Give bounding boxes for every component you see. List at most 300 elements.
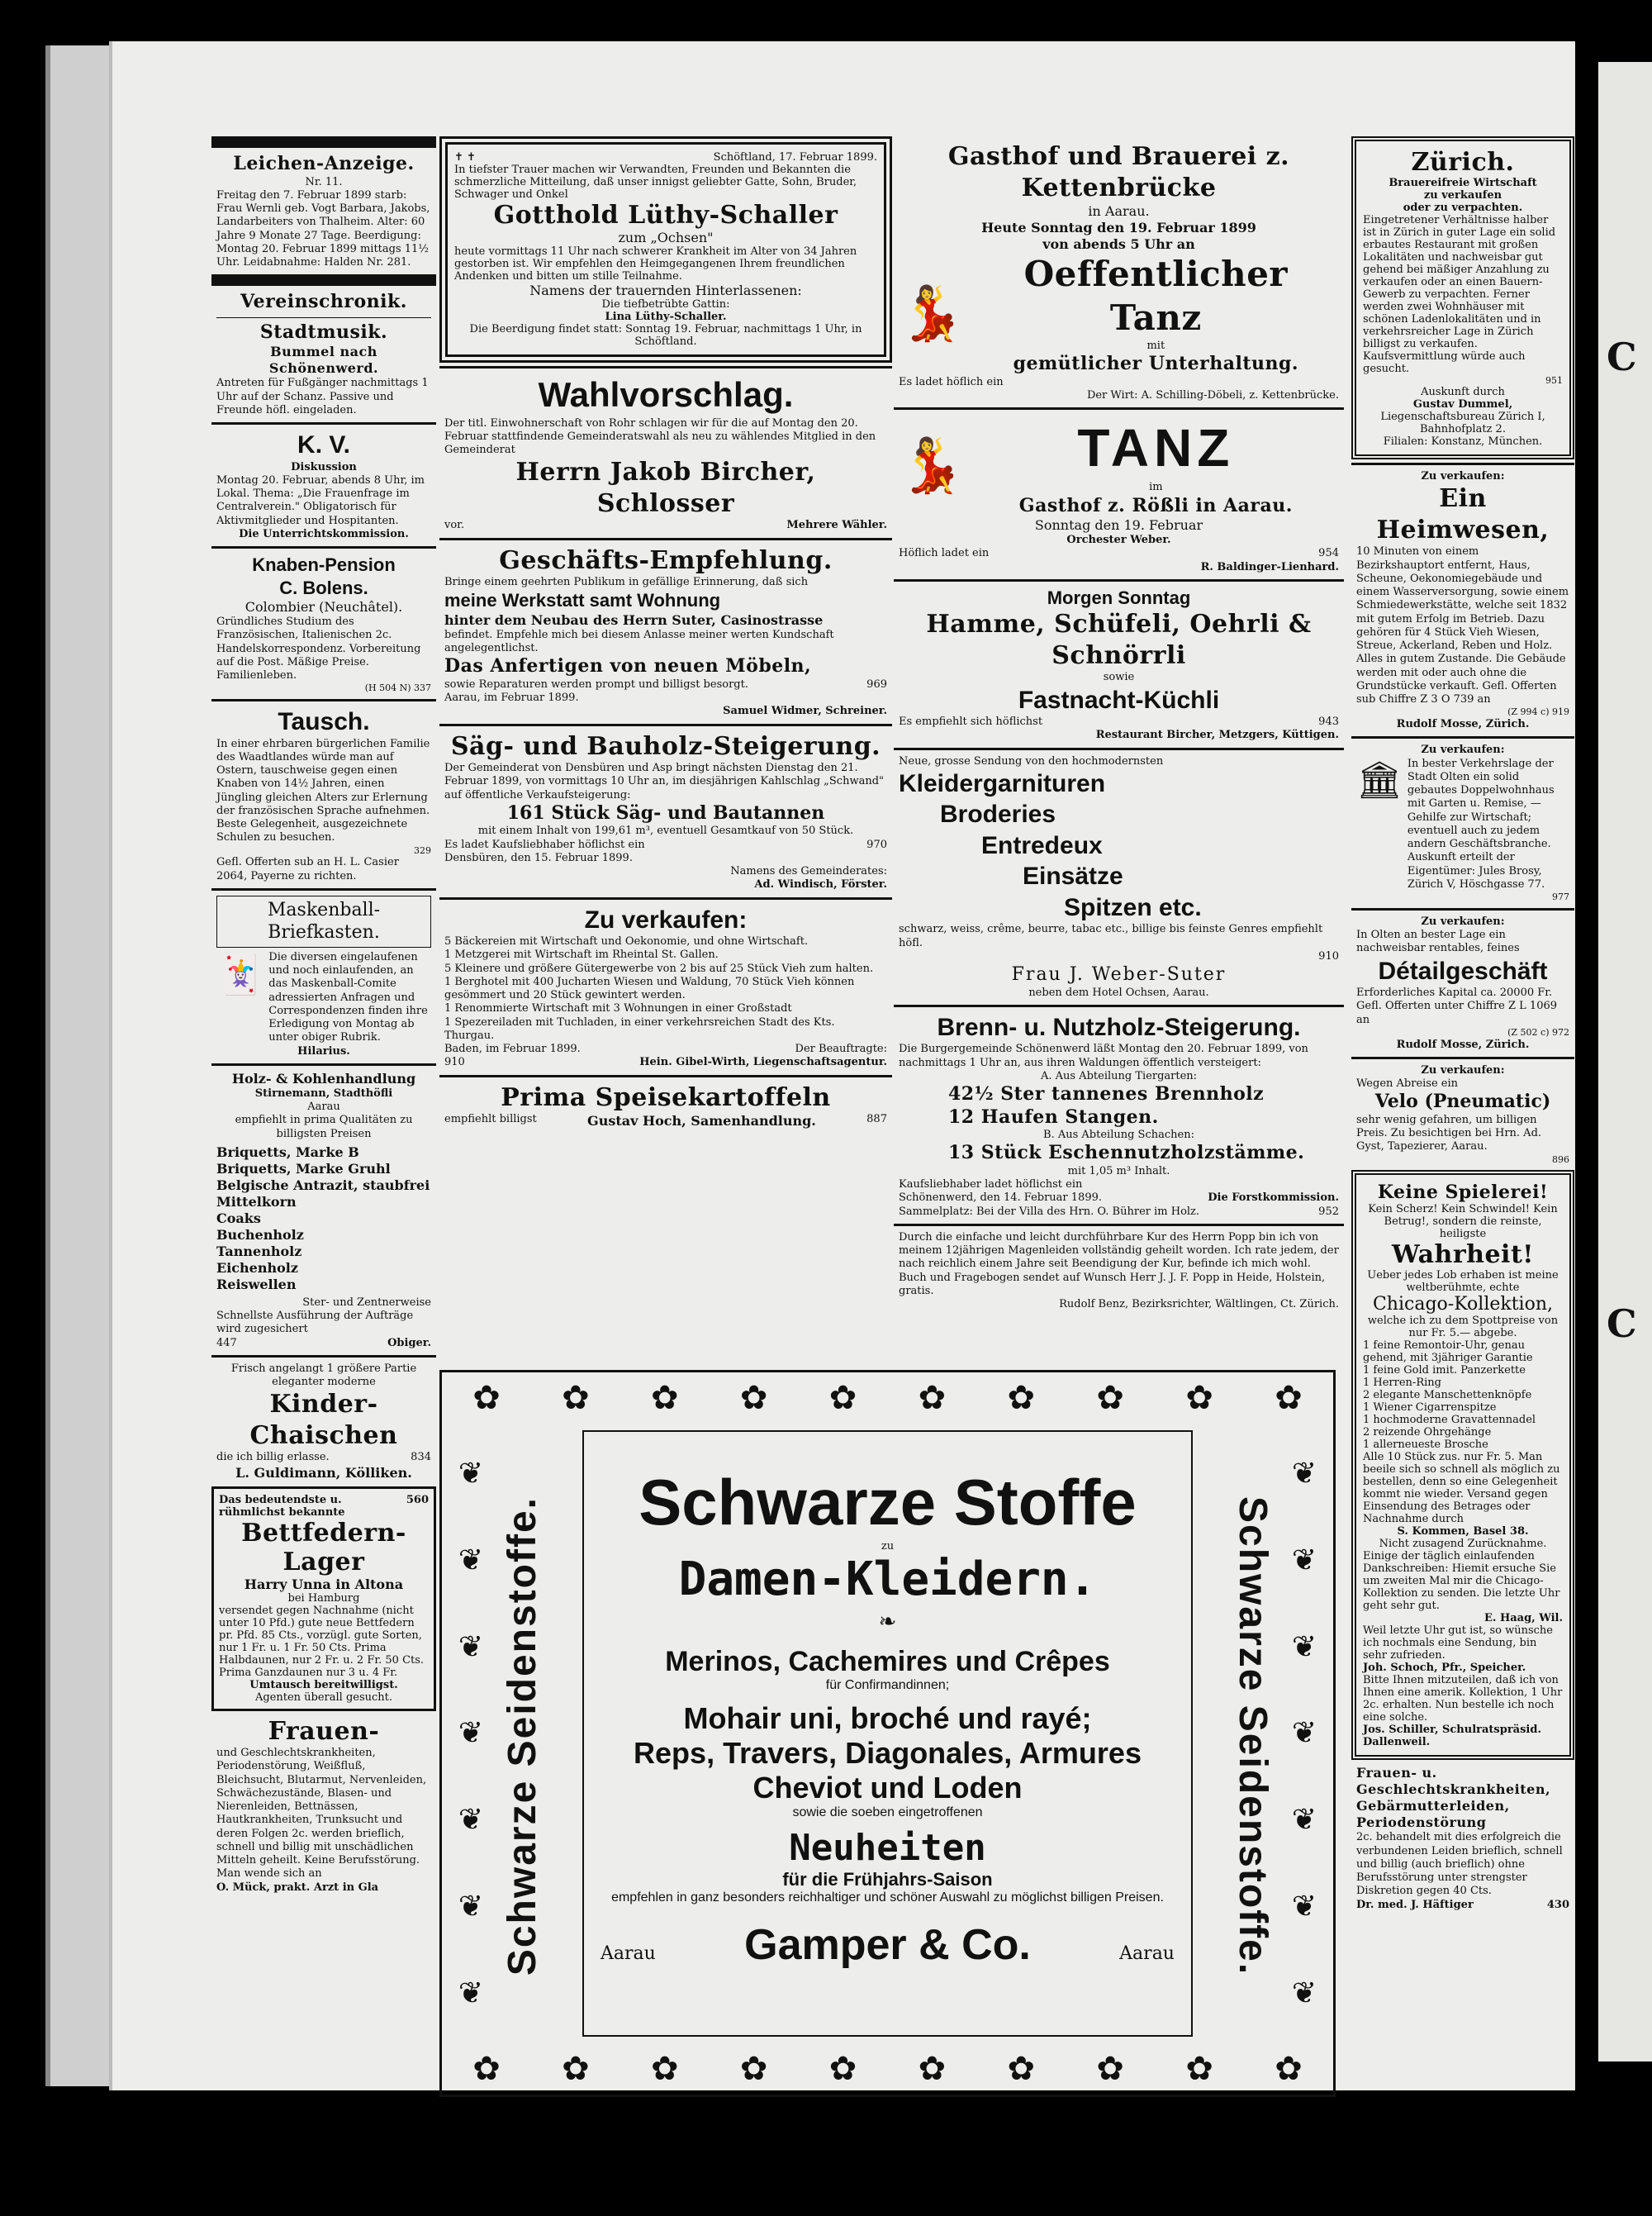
highlight: für die Frühjahrs-Saison: [782, 1869, 993, 1890]
section: A. Aus Abteilung Tiergarten:: [1040, 1069, 1198, 1082]
flower-icon: ✿: [918, 1379, 947, 1417]
ad-zuerich-wirtschaft: [1351, 136, 1574, 459]
flower-border-top: [442, 1372, 1333, 1424]
ref-number: 887: [866, 1113, 887, 1125]
event-title: Oeffentlicher Tanz: [1023, 254, 1289, 338]
flower-icon: ✿: [562, 1379, 590, 1417]
ad-geschaefts-empfehlung: [439, 540, 892, 724]
date: Schönenwerd, den 14. Februar 1899.: [899, 1191, 1102, 1205]
heading: Keine Spielerei!: [1377, 1182, 1549, 1204]
heading: Geschäfts-Empfehlung.: [499, 545, 833, 575]
heading: Prima Speisekartoffeln: [501, 1082, 831, 1112]
ad-frauen-col4: [1351, 1760, 1574, 1917]
ad-chicago-kollektion: [1351, 1170, 1574, 1760]
date: Aarau, im Februar 1899.: [444, 692, 579, 704]
list-item: Coaks: [216, 1210, 261, 1226]
flower-icon: ✿: [1096, 2050, 1124, 2088]
body-text: Antreten für Fußgänger nachmittags 1 Uhr auf der Schanz. Passive und Freunde höfl. eingeladen.: [216, 377, 429, 416]
heading: Morgen Sonntag: [1047, 587, 1191, 608]
ref-number: 970: [866, 838, 887, 851]
column-2: [439, 136, 892, 1134]
column-1: [211, 136, 436, 1900]
heading: K. V.: [297, 431, 350, 459]
intro: Frisch angelangt 1 größere Partie eleganter moderne: [230, 1362, 417, 1388]
body-text: die ich billig erlasse.: [216, 1451, 330, 1464]
scroll-ornament-icon: ❦: [1291, 1456, 1317, 1491]
body-text: empfehlen in ganz besonders reichhaltiger und schöner Auswahl zu möglichst billigen Preisen.: [611, 1890, 1164, 1905]
ref-code: (H 504 N) 337: [364, 682, 431, 694]
note: Nicht zusagend Zurücknahme.: [1379, 1538, 1547, 1551]
ref-number: 430: [1546, 1898, 1569, 1911]
product-line: Merinos, Cachemires und Crêpes: [665, 1646, 1110, 1677]
body-text: Es ladet Kaufsliebhaber höflichst ein: [444, 838, 645, 851]
signature: Rudolf Mosse, Zürich.: [1396, 718, 1530, 730]
ref-number: 329: [414, 844, 431, 856]
subheading: Zu verkaufen:: [1421, 744, 1505, 757]
on-behalf: Namens des Gemeinderates:: [730, 865, 887, 877]
body-text: sowie Reparaturen werden prompt und billigst besorgt.: [444, 678, 748, 691]
location: neben dem Hotel Ochsen, Aarau.: [1028, 986, 1209, 999]
place: bei Hamburg: [287, 1591, 360, 1605]
body-text: vor.: [444, 519, 465, 532]
meeting-point: Sammelplatz: Bei der Villa des Hrn. O. Bührer im Holz.: [899, 1205, 1200, 1218]
signature: Mehrere Wähler.: [786, 519, 887, 532]
signature: Dr. med. J. Häftiger: [1356, 1898, 1474, 1911]
event-subtitle: gemütlicher Unterhaltung.: [1013, 353, 1299, 375]
date: Baden, im Februar 1899.: [444, 1043, 581, 1055]
list-item: 1 allerneueste Brosche: [1363, 1438, 1488, 1452]
city: Aarau: [1119, 1943, 1175, 1964]
flower-border-bottom: [442, 2043, 1333, 2095]
ad-gasthof-kettenbruecke: [894, 136, 1344, 407]
list-item: 1 feine Remontoir-Uhr, genau gehend, mit 3jähriger Garantie: [1363, 1339, 1533, 1365]
body-text: In einer ehrbaren bürgerlichen Familie des Waadtlandes würde man auf Ostern, tauschweise gegen einen Knaben von 14½ Jahren, einen Jüngling gleichen Alters zur Erlernung der französischen Sprache aufnehmen. Beste Gelegenheit, ausgezeichnete Schulen zu besuchen.: [216, 737, 430, 844]
flower-icon: ✿: [1185, 2050, 1213, 2088]
menu: Hamme, Schüfeli, Oehrli & Schnörrli: [926, 610, 1312, 670]
list-item: 1 Herren-Ring: [1363, 1377, 1441, 1390]
adjacent-page-edge: [1598, 62, 1652, 2061]
flower-icon: ✿: [472, 1379, 501, 1417]
flower-icon: ✿: [1007, 2050, 1036, 2088]
ornament-right: [1275, 1430, 1333, 2037]
address: S. Kommen, Basel 38.: [1397, 1525, 1529, 1538]
body-text: sehr wenig gefahren, um billigen Preis. Zu besichtigen bei Hrn. Ad. Gyst, Tapezierer, Aarau.: [1356, 1113, 1542, 1153]
heading: Holz- & Kohlenhandlung: [231, 1070, 416, 1087]
body-text: Der titl. Einwohnerschaft von Rohr schlagen wir für die auf Montag den 20. Februar stattfindende Gemeinderatswahl als neu zu wählendes Mitglied in den Gemeinderat: [444, 416, 876, 456]
burial-info: Die Beerdigung findet statt: Sonntag 19. Februar, nachmittags 1 Uhr, in Schöftland.: [469, 323, 862, 348]
scroll-ornament-icon: ❦: [458, 1543, 484, 1577]
ad-bettfedern: [211, 1486, 436, 1711]
scroll-ornament-icon: ❦: [1291, 1543, 1317, 1577]
signature: Der Wirt: A. Schilling-Döbeli, z. Kettenbrücke.: [1086, 389, 1339, 402]
ad-zu-verkaufen-col2: [439, 900, 892, 1075]
flower-icon: ✿: [739, 1379, 768, 1417]
product-line: Reps, Travers, Diagonales, Armures: [634, 1736, 1142, 1770]
name: Harry Unna in Altona: [244, 1576, 404, 1592]
signature: Restaurant Bircher, Metzgers, Küttigen.: [1095, 729, 1339, 742]
list-item: 1 hochmoderne Gravattennadel: [1363, 1414, 1536, 1427]
ad-maskenball: [211, 891, 436, 1063]
signature: Gustav Hoch, Samenhandlung.: [587, 1113, 816, 1129]
testimonial-sign: E. Haag, Wil.: [1483, 1612, 1563, 1625]
list-item: Briquetts, Marke Gruhl: [216, 1160, 391, 1177]
scroll-ornament-icon: ❦: [458, 1629, 484, 1664]
body-text: mit einem Inhalt von 199,61 m³, eventuell Gesamtkauf von 50 Stück.: [477, 825, 854, 838]
body-text: In tiefster Trauer machen wir Verwandten, Freunden und Bekannten die schmerzliche Mitteilung, daß unser innigst geliebter Gatte, Sohn, Bruder, Schwager und Onkel: [454, 164, 857, 201]
highlight: 161 Stück Säg- und Bautannen: [506, 801, 825, 824]
flower-icon: ✿: [650, 2050, 679, 2088]
heading: Säg- und Bauholz-Steigerung.: [450, 731, 881, 761]
list-item: Eichenholz: [216, 1259, 298, 1276]
list-item: Belgische Antrazit, staubfrei: [216, 1177, 430, 1193]
invite: Es empfiehlt sich höflichst: [899, 716, 1043, 728]
product-line: Cheviot und Loden: [752, 1771, 1023, 1805]
list-item: Briquetts, Marke B: [216, 1144, 359, 1160]
list-item: Reiswellen: [216, 1276, 297, 1292]
ad-velo: [1351, 1059, 1574, 1171]
ad-kleidergarnituren: [894, 750, 1344, 1005]
ad-leichen: [211, 148, 436, 274]
date: Densbüren, den 15. Februar 1899.: [444, 851, 633, 864]
ref-number: 977: [1552, 892, 1569, 902]
list-item: 2 elegante Manschettenknöpfe: [1363, 1389, 1532, 1402]
body-text: Erforderliches Kapital ca. 20000 Fr. Gefl. Offerten unter Chiffre Z L 1069 an: [1356, 987, 1558, 1026]
highlight: Fastnacht-Küchli: [1018, 686, 1220, 714]
section: B. Aus Abteilung Schachen:: [1043, 1129, 1194, 1141]
body-text: 10 Minuten von einem Bezirkshauptort entfernt, Haus, Scheune, Oekonomiegebäude und einem Wasserversorgung, sowie einem Schmiedewerkstätte, welche seit 1832 mit gutem Erfolg im Betrieb. Dazu gehören für 4 Stück Vieh Wiesen, Streue, Ackerland, Reben und Holz. Alles in gutem Zustande. Die Gebäude werden mit oder auch ohne die Grundstücke verkauft. Gefl. Offerten sub Chiffre Z 3 O 739 an: [1356, 545, 1569, 706]
heading: Détailgeschäft: [1378, 957, 1548, 985]
flower-icon: ✿: [1275, 2050, 1303, 2088]
list-item: 1 Metzgerei mit Wirtschaft im Rheintal St. Gallen.: [444, 949, 719, 962]
ad-inner: [582, 1430, 1193, 2037]
flower-icon: ✿: [828, 1379, 857, 1417]
ref-code: (Z 502 c) 972: [1507, 1026, 1569, 1038]
body-text: 2c. behandelt mit dies erfolgreich die verbundenen Leiden brieflich, schnell und billig (auch brieflich) ohne Berufsstörung unter strengster Diskretion gegen 40 Cts.: [1356, 1831, 1563, 1898]
heading: Tausch.: [278, 708, 370, 735]
scroll-ornament-icon: ❦: [1291, 1629, 1317, 1664]
intro: Das bedeutendste u. rühmlichst bekannte: [219, 1493, 345, 1519]
subheading: Bummel nach Schönenwerd.: [268, 344, 379, 377]
on-behalf: Namens der trauernden Hinterlassenen:: [529, 283, 802, 298]
ref-number: 896: [1552, 1153, 1569, 1165]
body-text: Ueber jedes Lob erhaben ist meine weltberühmte, echte: [1367, 1269, 1559, 1295]
connector: im: [1149, 481, 1163, 494]
widow-label: Die tiefbetrübte Gattin:: [601, 298, 730, 311]
ad-gamper-schwarze-stoffe: [439, 1370, 1336, 2097]
orchestra: Orchester Weber.: [1066, 534, 1171, 546]
item: mit 1,05 m³ Inhalt.: [1067, 1164, 1170, 1177]
heading: Kinder-Chaischen: [249, 1390, 398, 1450]
date: Sonntag den 19. Februar: [1034, 517, 1203, 533]
item: 13 Stück Eschennutzholzstämme.: [948, 1142, 1305, 1164]
list-item: 1 Renommierte Wirtschaft mit 3 Wohnungen in einer Großstadt: [444, 1002, 792, 1015]
list-item: Mittelkorn: [216, 1193, 297, 1210]
body-text: Bringe einem geehrten Publikum in gefällige Erinnerung, daß sich: [444, 576, 809, 588]
list-item: 2 reizende Ohrgehänge: [1363, 1426, 1492, 1439]
body-text: befindet. Empfehle mich bei diesem Anlasse meiner werten Kundschaft angelegentlichst.: [444, 628, 834, 654]
signature: Rudolf Benz, Bezirksrichter, Wältlingen, Ct. Zürich.: [1059, 1298, 1339, 1310]
flower-icon: ✿: [650, 1379, 679, 1417]
testimonial: Weil letzte Uhr gut ist, so wünsche ich nochmals eine Sendung, bin sehr zufrieden.: [1363, 1624, 1553, 1662]
heading: Gasthof und Brauerei z. Kettenbrücke: [947, 142, 1290, 202]
adjacent-letter: C: [1607, 335, 1637, 379]
ad-popp: [894, 1226, 1344, 1317]
scroll-ornament-icon: ❦: [1291, 1716, 1317, 1751]
ad-saeg-steigerung: [439, 726, 892, 897]
dancers-icon: 💃: [899, 435, 965, 497]
signature: Frau J. Weber-Suter: [1011, 964, 1227, 985]
ref-number: 910: [1318, 949, 1339, 963]
testimonial: Bitte Ihnen mitzuteilen, daß ich von Ihnen eine amerik. Kollektion, 1 Uhr 2c. erhalten. Nun bestelle ich noch eine solche.: [1363, 1674, 1563, 1724]
place: Gasthof z. Rößli in Aarau.: [1018, 494, 1293, 516]
date: Heute Sonntag den 19. Februar 1899: [981, 220, 1256, 235]
ad-trauer: [439, 136, 892, 363]
body-text: Durch die einfache und leicht durchführbare Kur des Herrn Popp bin ich von meinem 12jährigen Magenleiden vollständig geheilt worden. Ich rate jedem, der nach reichlich einem Jahre seit Beendigung der Kur, befinde ich mich wohl. Buch und Fragebogen sendet auf Wunsch Herr J. J. F. Popp in Heide, Holstein, gratis.: [899, 1230, 1339, 1297]
signature: Obiger.: [387, 1336, 431, 1349]
number: Nr. 11.: [305, 175, 343, 188]
contact-label: Auskunft durch: [1421, 386, 1505, 398]
ad-fastnacht: [894, 582, 1344, 748]
connector: sowie: [1103, 671, 1135, 684]
event-title: TANZ: [1077, 418, 1235, 478]
ref-number: 943: [1318, 716, 1339, 728]
testimonial-sign: Jos. Schiller, Schulratspräsid. Dallenweil.: [1363, 1724, 1541, 1749]
signature: R. Baldinger-Lienhard.: [1200, 560, 1339, 573]
body-text: schwarz, weiss, crême, beurre, tabac etc., billige bis feinste Genres empfiehlt höfl.: [899, 923, 1323, 949]
heading: Leichen-Anzeige.: [233, 153, 415, 174]
scroll-ornament-icon: ❦: [458, 1716, 484, 1751]
ad-vereinschronik: [211, 286, 436, 422]
list-item: 1 Berghotel mit 400 Jucharten Wiesen und Waldung, 70 Stück Vieh können gesömmert und 20 Stück gewintert werden.: [444, 975, 855, 1001]
ad-detailgeschaeft: [1351, 911, 1574, 1057]
highlight: meine Werkstatt samt Wohnung: [444, 590, 721, 611]
ref-number: 951: [1545, 375, 1563, 386]
scroll-ornament-icon: ❦: [1291, 1890, 1317, 1924]
scroll-ornament-icon: ❦: [458, 1976, 484, 2010]
body-text: empfiehlt billigst: [444, 1113, 537, 1125]
product-line: Mohair uni, broché und rayé;: [683, 1701, 1092, 1735]
body-text: Kein Scherz! Kein Schwindel! Kein Betrug!, sondern die reinste, heiligste: [1368, 1203, 1558, 1241]
subheading: oder zu verpachten.: [1403, 202, 1523, 214]
heading: Wahlvorschlag.: [538, 375, 794, 414]
heading: Knaben-Pension: [252, 554, 396, 575]
footer: Umtausch bereitwilligst.: [249, 1678, 398, 1691]
ref-number: 954: [1318, 547, 1339, 560]
item: 12 Haufen Stangen.: [948, 1106, 1159, 1128]
list-item: Buchenholz: [216, 1226, 304, 1243]
flower-icon: ✿: [739, 2050, 768, 2088]
heading: Vereinschronik.: [240, 291, 407, 313]
product-line: für Confirmandinnen;: [825, 1678, 950, 1692]
place: Colombier (Neuchâtel).: [244, 599, 403, 615]
signature: Die Forstkommission.: [1208, 1191, 1339, 1205]
signature: Hilarius.: [297, 1044, 350, 1058]
ad-heimwesen: [1351, 465, 1574, 736]
ad-kv: [211, 425, 436, 546]
body-text: versendet gegen Nachnahme (nicht unter 10 Pfd.) gute neue Bettfedern pr. Pfd. 85 Cts., vorzügl. gute Sorten, nur 1 Fr. u. 1 Fr. 50 Cts. Prima Halbdaunen, nur 2 Fr. u. 2 Fr. 50 Cts. Prima Ganzdaunen nur 3 u. 4 Fr.: [219, 1604, 425, 1679]
flower-icon: ✿: [918, 2050, 947, 2088]
body-text: welche ich zu dem Spottpreise von nur Fr. 5.— abgebe.: [1367, 1315, 1559, 1340]
body-text: und Geschlechtskrankheiten, Periodenstörung, Weißfluß, Bleichsucht, Blutarmut, Nervenleiden, Schwächezustände, Blasen- und Nierenleiden, Bettnässen, Hautkrankheiten, Trunksucht und deren Folgen 2c. werden brieflich, schnell und billig mit unschädlichen Mitteln geheilt. Keine Berufsstörung. Man wende sich an: [216, 1747, 427, 1881]
flower-icon: ✿: [1275, 1379, 1303, 1417]
column-3: [894, 136, 1344, 1316]
offer-text: Gefl. Offerten sub an H. L. Casier 2064, Payerne zu richten.: [216, 856, 399, 882]
heading: Frauen- u. Geschlechtskrankheiten, Gebärmutterleiden, Periodenstörung: [1356, 1765, 1551, 1831]
body-text: In Olten an bester Lage ein nachweisbar rentables, feines: [1356, 929, 1520, 955]
heading: Ein Heimwesen,: [1376, 484, 1550, 544]
intro: Neue, grosse Sendung von den hochmodernsten: [899, 754, 1164, 768]
connector: zu: [881, 1540, 895, 1553]
ref-number: 834: [411, 1451, 431, 1464]
side-text-right: Schwarze Seidenstoffe.: [1231, 1496, 1275, 1976]
cross-icon: ✝ ✝: [454, 151, 476, 164]
body-text: Eingetretener Verhältnisse halber ist in Zürich in guter Lage ein solid erbautes Restaurant mit großen Lokalitäten und nachweisbar gut gehend bei mäßiger Anzahlung zu verkaufen oder an einen Bauern-Gewerb zu verpachten. Ferner werden zwei Wohnhäuser mit schönen Ladenlokalitäten und in verkehrsreicher Lage in Zürich billigst zu verkaufen. Kaufsvermittlung würde auch gesucht.: [1363, 214, 1556, 375]
ad-doppelwohnhaus: [1351, 739, 1574, 908]
body-text: Gründliches Studium des Französischen, Italienischen 2c. Handelskorrespondenz. Vorbereitung auf die Post. Mäßige Preise. Familienleben.: [216, 616, 421, 682]
product: Chicago-Kollektion,: [1372, 1294, 1554, 1315]
heading: Bettfedern-Lager: [241, 1518, 406, 1576]
body-text: heute vormittags 11 Uhr nach schwerer Krankheit im Alter von 34 Jahren gestorben ist. Wir empfehlen den Heimgegangenen Ihrem freundlichen Andenken und bitten um stille Teilnahme.: [454, 245, 857, 283]
ref-number: 910: [444, 1056, 465, 1069]
flower-icon: ✿: [1007, 1379, 1036, 1417]
adjacent-letter: C: [1607, 1301, 1637, 1346]
footer: Agenten überall gesucht.: [254, 1691, 393, 1704]
body-text: Der Gemeinderat von Densbüren und Asp bringt nächsten Dienstag den 21. Februar 1899, von vormittags 10 Uhr an, im diesjährigen Kahlschlag „Schwand" auf öffentliche Verkaufsteigerung:: [444, 762, 884, 801]
testimonial-sign: Joh. Schoch, Pfr., Speicher.: [1363, 1662, 1526, 1675]
scroll-ornament-icon: ❦: [458, 1803, 484, 1838]
subheading: Diskussion: [291, 460, 357, 473]
footer: Schnellste Ausführung der Aufträge wird zugesichert: [216, 1310, 414, 1336]
ad-speisekartoffeln: [439, 1077, 892, 1135]
list-item: 1 feine Gold imit. Panzerkette: [1363, 1364, 1526, 1377]
ad-frauen-col1: [211, 1711, 436, 1900]
signature: Samuel Widmer, Schreiner.: [723, 705, 887, 718]
signature: O. Mück, prakt. Arzt in Gla: [216, 1881, 379, 1894]
ref-code: (Z 994 c) 919: [1507, 706, 1569, 718]
subheading: Zu verkaufen:: [1421, 1063, 1505, 1077]
body-text: Die Burgergemeinde Schönenwerd läßt Montag den 20. Februar 1899, von nachmittags 1 Uhr an, aus ihren Waldungen öffentlich versteigert:: [899, 1043, 1308, 1069]
jester-icon: 🃏: [216, 951, 264, 996]
scroll-ornament-icon: ❦: [1291, 1976, 1317, 2010]
flower-icon: ✿: [562, 2050, 590, 2088]
heading: Brenn- u. Nutzholz-Steigerung.: [937, 1013, 1301, 1041]
product: Einsätze: [1023, 863, 1123, 891]
side-text-left: Schwarze Seidenstoffe.: [501, 1496, 544, 1976]
date: Schöftland, 17. Februar 1899.: [713, 151, 877, 164]
highlight: Das Anfertigen von neuen Möbeln,: [444, 655, 812, 678]
product: Kleidergarnituren: [899, 769, 1106, 797]
candidate: Herrn Jakob Bircher, Schlosser: [515, 458, 816, 518]
signature: Hein. Gibel-Wirth, Liegenschaftsagentur.: [639, 1056, 887, 1069]
ornament-icon: ❧: [878, 1610, 897, 1634]
invite: Kaufsliebhaber ladet höflichst ein: [899, 1178, 1083, 1191]
name: Stirnemann, Stadthöfli: [254, 1087, 393, 1100]
subheading: Stadtmusik.: [259, 321, 388, 343]
ad-pension: [211, 549, 436, 699]
highlight: Wahrheit!: [1392, 1240, 1534, 1270]
scroll-ornament-icon: ❦: [458, 1890, 484, 1924]
intro: empfiehlt in prima Qualitäten zu billigsten Preisen: [235, 1114, 413, 1140]
item: 42½ Ster tannenes Brennholz: [948, 1083, 1265, 1105]
agent-label: Der Beauftragte:: [795, 1043, 887, 1055]
heading: Velo (Pneumatic): [1374, 1091, 1551, 1113]
ref-number: 447: [216, 1336, 237, 1349]
note: Ster- und Zentnerweise: [302, 1296, 431, 1309]
scroll-ornament-icon: ❦: [458, 1456, 484, 1491]
ornament-left: [442, 1430, 500, 2037]
ad-tanz-roessli: [894, 410, 1344, 579]
list-item: 5 Bäckereien mit Wirtschaft und Oekonomie, und ohne Wirtschaft.: [444, 935, 809, 948]
subtitle: zum „Ochsen": [618, 230, 714, 245]
city: Aarau: [601, 1943, 656, 1964]
location: hinter dem Neubau des Herrn Suter, Casinostrasse: [444, 611, 824, 628]
body-text: Freitag den 7. Februar 1899 starb: Frau Wernli geb. Vogt Barbara, Jakobs, Landarbeiters von Thalheim. Alter: 60 Jahre 9 Monate 27 Tage. Beerdigung: Montag 20. Februar 1899 mittags 11½ Uhr. Leidabnahme: Halden Nr. 281.: [216, 188, 430, 269]
heading: Maskenball-Briefkasten.: [216, 896, 431, 948]
column-4: [1351, 136, 1574, 1917]
ref-number: 969: [866, 678, 887, 691]
scroll-ornament-icon: ❦: [1291, 1803, 1317, 1838]
page-stack-edge: [45, 45, 112, 2086]
signature: L. Guldimann, Kölliken.: [235, 1464, 412, 1481]
place: in Aarau.: [1088, 203, 1150, 219]
list-item: 1 Spezereiladen mit Tuchladen, in einer verkehrsreichen Stadt des Kts. Thurgau.: [444, 1015, 835, 1042]
ad-tausch: [211, 701, 436, 888]
heading: Frauen-: [268, 1716, 380, 1746]
house-icon: 🏛: [1356, 758, 1403, 801]
heading: Zürich.: [1411, 148, 1515, 177]
name: C. Bolens.: [279, 577, 368, 598]
heading: Schwarze Stoffe: [638, 1466, 1137, 1538]
flower-icon: ✿: [1096, 1379, 1124, 1417]
address: Liegenschaftsbureau Zürich I, Bahnhofplatz 2.: [1380, 411, 1545, 435]
ref-number: 560: [406, 1493, 429, 1506]
firm-name: Gamper & Co.: [744, 1921, 1031, 1969]
ad-wahlvorschlag: [439, 369, 892, 538]
list-item: 1 Wiener Cigarrenspitze: [1363, 1401, 1497, 1415]
connector: mit: [1146, 340, 1165, 352]
product-line: sowie die soeben eingetroffenen: [792, 1805, 983, 1819]
widow-name: Lina Lüthy-Schaller.: [605, 311, 727, 323]
place: Aarau: [307, 1101, 340, 1113]
subheading: Brauereifreie Wirtschaft: [1389, 177, 1537, 189]
highlight: Neuheiten: [789, 1827, 986, 1869]
body-text: Montag 20. Februar, abends 8 Uhr, im Lokal. Thema: „Die Frauenfrage im Centralverein." Obligatorisch für Aktivmitglieder und Hospitanten.: [216, 473, 425, 527]
flower-icon: ✿: [1185, 1379, 1213, 1417]
list-item: 5 Kleinere und größere Gütergewerbe von 2 bis auf 25 Stück Vieh zum halten.: [444, 962, 874, 975]
list-item: Tannenholz: [216, 1243, 302, 1259]
subheading: zu verkaufen: [1423, 189, 1502, 202]
branches: Filialen: Konstanz, München.: [1383, 435, 1543, 448]
body-text: Alle 10 Stück zus. nur Fr. 5. Man beeile sich so schnell als möglich zu bestellen, denn so eine Gelegenheit kommt nie wieder. Versand gegen Einsendung des Betrages oder Nachnahme durch: [1363, 1451, 1560, 1526]
testimonial: Einige der täglich einlaufenden Dankschreiben: Hiemit ersuche Sie um zweiten Mal mir die Chicago-Kollektion zu senden. Die letzte Uhr geht sehr gut.: [1363, 1550, 1560, 1613]
product: Broderies: [940, 801, 1056, 829]
body-text: Wegen Abreise ein: [1356, 1077, 1459, 1090]
dancers-icon: 💃: [899, 283, 965, 345]
body-text: In bester Verkehrslage der Stadt Olten ein solid gebautes Doppelwohnhaus mit Garten u. Remise, — Gehilfe zur Wirtschaft; eventuell auch zu jedem andern Geschäftsbranche. Auskunft erteilt der Eigentümer: Jules Brosy, Zürich V, Höschgasse 77.: [1407, 757, 1555, 891]
subheading: Zu verkaufen:: [1421, 915, 1505, 928]
product: Entredeux: [981, 831, 1103, 859]
product: Spitzen etc.: [1064, 893, 1202, 921]
flower-icon: ✿: [828, 2050, 857, 2088]
subheading: Zu verkaufen:: [1421, 470, 1505, 483]
contact-name: Gustav Dummel,: [1412, 398, 1513, 411]
invite: Es ladet höflich ein: [899, 375, 1004, 388]
signature: Rudolf Mosse, Zürich.: [1396, 1038, 1530, 1051]
body-text: Die diversen eingelaufenen und noch einlaufenden, an das Maskenball-Comite adressierten Anfragen und Correspondenzen finden ihre Erledigung von Montag ab unter obiger Rubrik.: [268, 950, 428, 1044]
invite: Höflich ladet ein: [899, 547, 990, 560]
ad-holz-kohlen: [211, 1066, 436, 1355]
heading: Zu verkaufen:: [584, 906, 748, 934]
